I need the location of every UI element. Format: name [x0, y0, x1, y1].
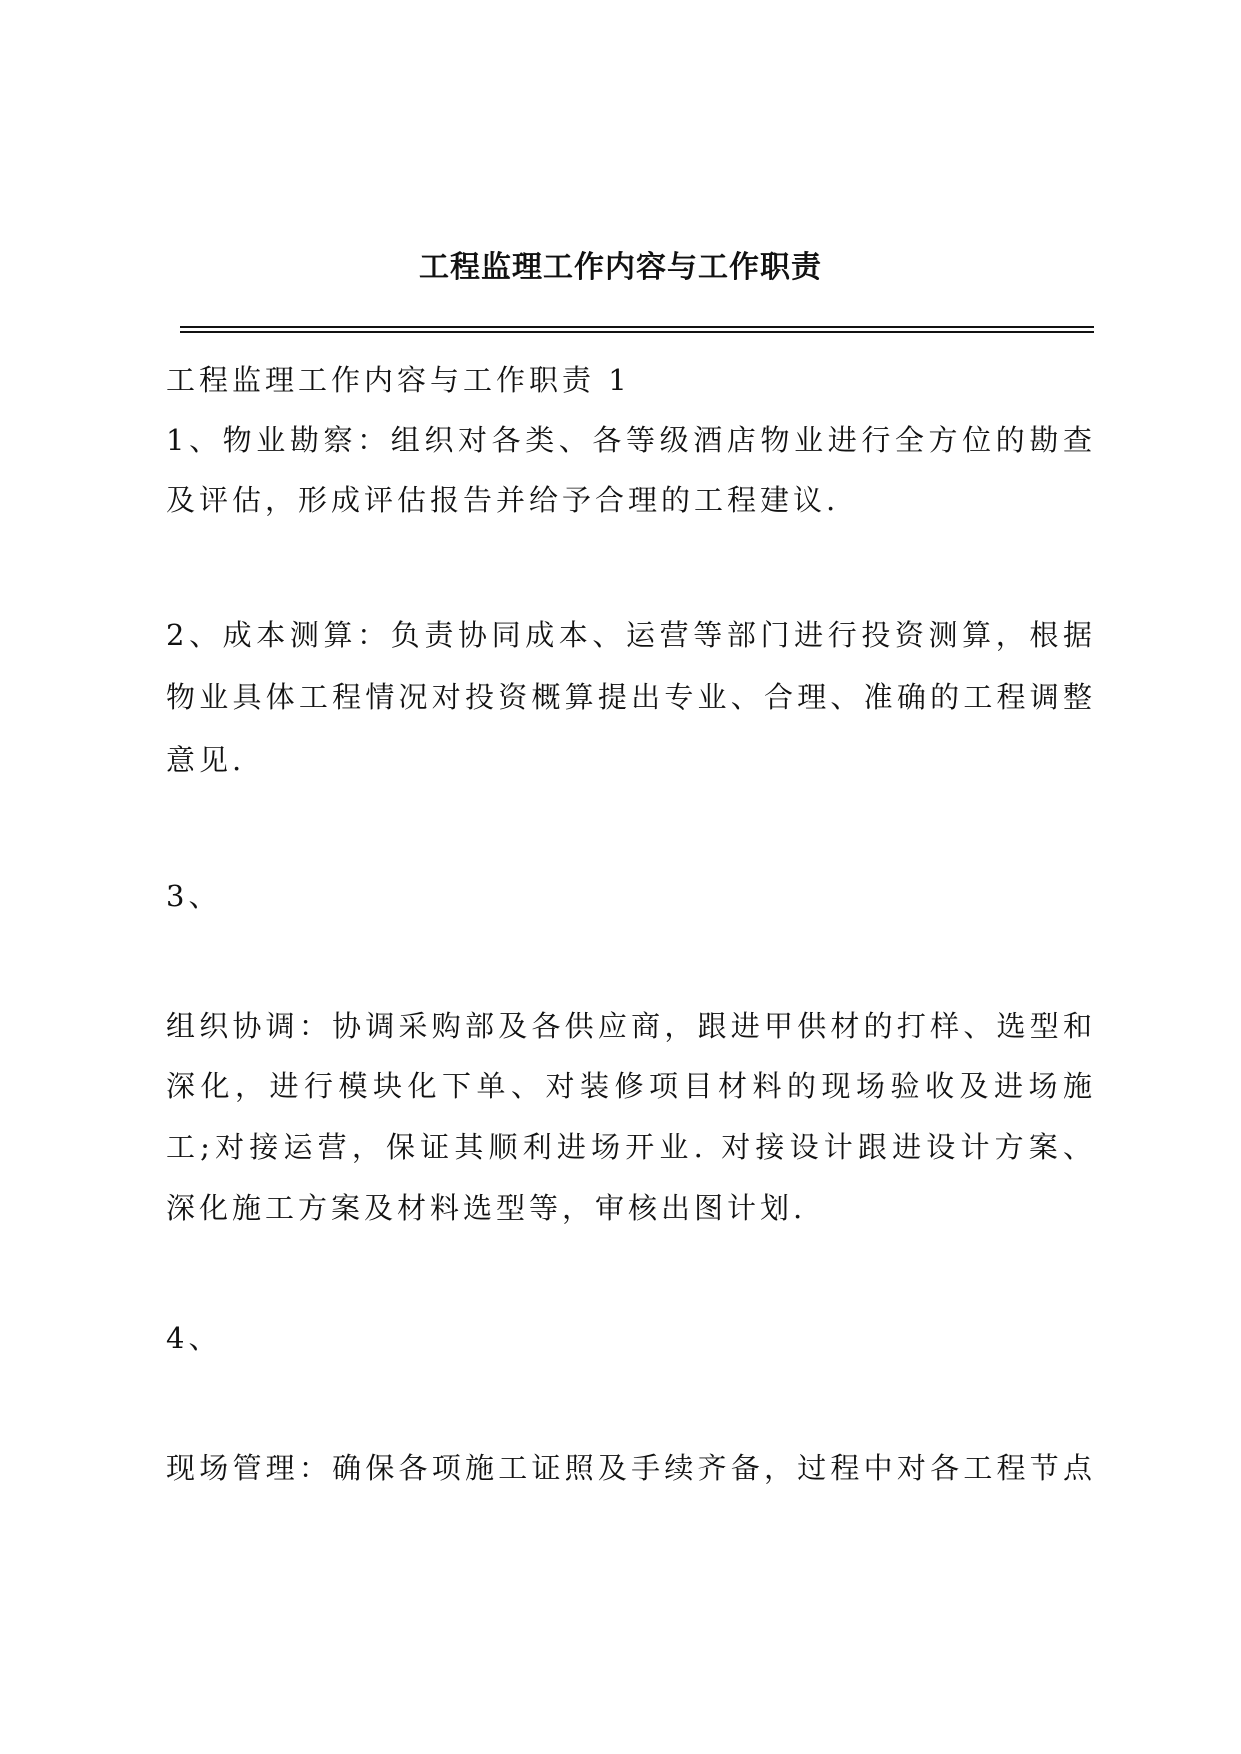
- paragraph-line: 物业具体工程情况对投资概算提出专业、合理、准确的工程调整: [166, 680, 1096, 714]
- paragraph-line: 4、: [166, 1321, 222, 1355]
- paragraph-line: 工;对接运营，保证其顺利进场开业. 对接设计跟进设计方案、: [166, 1130, 1096, 1164]
- paragraph-line: 2、成本测算：负责协同成本、运营等部门进行投资测算，根据: [166, 618, 1096, 652]
- paragraph-line: 意见.: [166, 743, 246, 777]
- section-heading: 工程监理工作内容与工作职责 1: [166, 363, 631, 397]
- paragraph-line: 深化施工方案及材料选型等，审核出图计划.: [166, 1191, 807, 1225]
- paragraph-line: 现场管理：确保各项施工证照及手续齐备，过程中对各工程节点: [166, 1451, 1096, 1485]
- title-divider-bottom: [180, 331, 1094, 333]
- paragraph-line: 3、: [166, 879, 222, 913]
- paragraph-line: 及评估，形成评估报告并给予合理的工程建议.: [166, 483, 840, 517]
- title-divider-top: [180, 326, 1094, 328]
- paragraph-line: 组织协调：协调采购部及各供应商，跟进甲供材的打样、选型和: [166, 1009, 1096, 1043]
- page-title: 工程监理工作内容与工作职责: [419, 250, 822, 285]
- paragraph-line: 深化，进行模块化下单、对装修项目材料的现场验收及进场施: [166, 1069, 1096, 1103]
- paragraph-line: 1、物业勘察：组织对各类、各等级酒店物业进行全方位的勘查: [166, 423, 1096, 457]
